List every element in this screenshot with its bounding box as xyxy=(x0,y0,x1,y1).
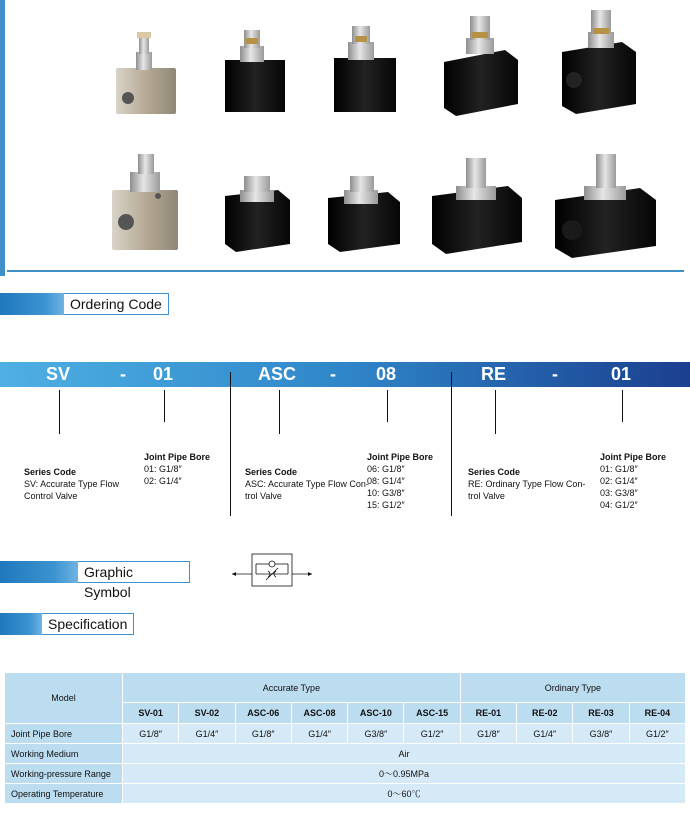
bore-cell: G1/4″ xyxy=(517,724,573,744)
bore-cell: G1/8″ xyxy=(123,724,179,744)
valve-photo-asc-08 xyxy=(444,16,518,116)
temperature-value: 0～60℃ xyxy=(123,784,686,804)
model-cell: SV-01 xyxy=(123,703,179,724)
model-cell: ASC-10 xyxy=(348,703,404,724)
valve-photo-re-01 xyxy=(112,154,178,250)
asc-series-annotation xyxy=(245,466,369,502)
model-header: Model xyxy=(5,673,123,724)
code-series-re: RE xyxy=(481,364,507,384)
annotation-line: 15: G1/2″ xyxy=(367,500,405,510)
valve-photo-asc-10 xyxy=(562,10,636,114)
code-bore-sv: 01 xyxy=(153,364,174,384)
group-divider xyxy=(451,372,452,516)
row-label: Working-pressure Range xyxy=(5,764,123,784)
annotation-line: 02: G1/4″ xyxy=(600,476,638,486)
pointer-line xyxy=(495,390,496,434)
specification-table xyxy=(4,672,686,804)
heading-accent-bar xyxy=(0,613,42,635)
annotation-line: ASC: Accurate Type Flow Con- xyxy=(245,479,369,489)
code-dash: - xyxy=(120,364,126,384)
code-series-sv: SV xyxy=(46,364,71,384)
valve-photo-re-large xyxy=(555,154,656,258)
model-cell: ASC-06 xyxy=(235,703,291,724)
bore-cell: G1/4″ xyxy=(179,724,235,744)
asc-bore-annotation xyxy=(367,451,433,511)
annotation-line: 01: G1/8″ xyxy=(144,464,182,474)
valve-photo-re-04 xyxy=(432,158,522,254)
model-cell: ASC-08 xyxy=(291,703,347,724)
heading-accent-bar xyxy=(0,561,78,583)
specification-heading xyxy=(0,613,134,635)
medium-value: Air xyxy=(123,744,686,764)
model-cell: RE-04 xyxy=(629,703,685,724)
section-title: Graphic Symbol xyxy=(78,561,190,583)
annotation-line: Control Valve xyxy=(24,491,78,501)
bore-cell: G1/2″ xyxy=(404,724,460,744)
pointer-line xyxy=(622,390,623,422)
code-dash: - xyxy=(330,364,336,384)
bore-cell: G1/8″ xyxy=(235,724,291,744)
table-row xyxy=(5,784,686,804)
table-row xyxy=(5,744,686,764)
heading-accent-bar xyxy=(0,293,64,315)
ordinary-type-header: Ordinary Type xyxy=(460,673,685,703)
annotation-line: 01: G1/8″ xyxy=(600,464,638,474)
bore-cell: G1/2″ xyxy=(629,724,685,744)
pointer-line xyxy=(387,390,388,422)
bore-cell: G3/8″ xyxy=(573,724,629,744)
sv-series-annotation xyxy=(24,466,119,502)
pointer-line xyxy=(59,390,60,434)
valve-photo-asc-06 xyxy=(334,26,396,112)
accurate-type-header: Accurate Type xyxy=(123,673,461,703)
model-cell: SV-02 xyxy=(179,703,235,724)
annotation-title: Joint Pipe Bore xyxy=(600,452,667,462)
annotation-line: 03: G3/8″ xyxy=(600,488,638,498)
row-label: Operating Temperature xyxy=(5,784,123,804)
valve-photo-sv-02 xyxy=(225,30,285,112)
bore-cell: G1/4″ xyxy=(291,724,347,744)
bore-cell: G3/8″ xyxy=(348,724,404,744)
annotation-line: 02: G1/4″ xyxy=(144,476,182,486)
ordering-code-bar xyxy=(0,362,690,387)
model-cell: RE-02 xyxy=(517,703,573,724)
annotation-line: RE: Ordinary Type Flow Con- xyxy=(468,479,586,489)
annotation-line: 08: G1/4″ xyxy=(367,476,405,486)
annotation-title: Joint Pipe Bore xyxy=(367,452,434,462)
code-series-asc: ASC xyxy=(258,364,297,384)
pointer-line xyxy=(279,390,280,434)
annotation-title: Joint Pipe Bore xyxy=(144,452,211,462)
table-row xyxy=(5,764,686,784)
product-photo-panel xyxy=(0,0,690,276)
product-photos xyxy=(0,0,690,276)
graphic-symbol-heading xyxy=(0,561,190,600)
section-title: Ordering Code xyxy=(64,293,169,315)
annotation-title: Series Code xyxy=(24,467,77,477)
annotation-line: 04: G1/2″ xyxy=(600,500,638,510)
code-dash: - xyxy=(552,364,558,384)
annotation-line: 06: G1/8″ xyxy=(367,464,405,474)
model-cell: RE-03 xyxy=(573,703,629,724)
pointer-line xyxy=(164,390,165,422)
model-cell: RE-01 xyxy=(460,703,516,724)
row-label: Joint Pipe Bore xyxy=(5,724,123,744)
annotation-line: trol Valve xyxy=(468,491,505,501)
annotation-line: SV: Accurate Type Flow xyxy=(24,479,120,489)
sv-bore-annotation xyxy=(144,451,210,487)
table-row xyxy=(5,724,686,744)
section-title: Specification xyxy=(42,613,134,635)
valve-photo-re-02 xyxy=(225,176,290,252)
flow-control-valve-symbol xyxy=(232,552,312,590)
re-bore-annotation xyxy=(600,451,666,511)
re-series-annotation xyxy=(468,466,585,502)
annotation-line: 10: G3/8″ xyxy=(367,488,405,498)
valve-photo-sv-01 xyxy=(116,32,176,114)
annotation-title: Series Code xyxy=(468,467,521,477)
code-bore-re: 01 xyxy=(611,364,632,384)
model-cell: ASC-15 xyxy=(404,703,460,724)
bore-cell: G1/8″ xyxy=(460,724,516,744)
pressure-value: 0～0.95MPa xyxy=(123,764,686,784)
ordering-code-heading xyxy=(0,293,172,315)
group-divider xyxy=(230,372,231,516)
code-bore-asc: 08 xyxy=(376,364,397,384)
annotation-line: trol Valve xyxy=(245,491,282,501)
annotation-title: Series Code xyxy=(245,467,298,477)
valve-photo-re-03 xyxy=(328,176,400,252)
row-label: Working Medium xyxy=(5,744,123,764)
